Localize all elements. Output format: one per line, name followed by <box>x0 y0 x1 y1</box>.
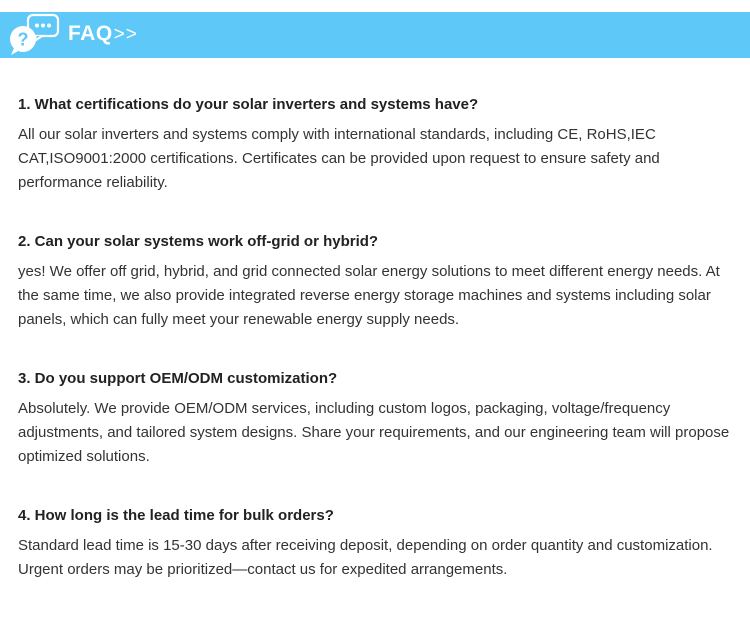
faq-item <box>18 504 733 582</box>
faq-answer: All our solar inverters and systems comply with international standards, including CE, RoHS,IEC CAT,ISO9001:2000 certifications. Certificates can be provided upon request to ensure safety and performance reliability. <box>18 126 660 191</box>
faq-item <box>18 367 733 469</box>
speech-bubbles-question-icon <box>6 10 62 58</box>
faq-answer: Standard lead time is 15-30 days after receiving deposit, depending on order quantity and customization. Urgent orders may be prioritized—contact us for expedited arrangements. <box>18 537 713 578</box>
header-title-text: FAQ <box>68 22 113 45</box>
header-title <box>68 22 138 46</box>
faq-answer: Absolutely. We provide OEM/ODM services, including custom logos, packaging, voltage/frequency adjustments, and tailored system designs. Share your requirements, and our engineering team will propose optimized solutions. <box>18 400 730 465</box>
faq-header <box>0 12 750 58</box>
faq-item <box>18 230 733 332</box>
faq-answer: yes! We offer off grid, hybrid, and grid connected solar energy solutions to meet different energy needs. At the same time, we also provide integrated reverse energy storage machines and systems including solar panels, which can fully meet your renewable energy supply needs. <box>18 263 720 328</box>
faq-question: 2. Can your solar systems work off-grid or hybrid? <box>18 233 379 250</box>
header-arrows: >> <box>113 24 138 45</box>
faq-question: 4. How long is the lead time for bulk orders? <box>18 507 334 524</box>
faq-question: 3. Do you support OEM/ODM customization? <box>18 370 338 387</box>
faq-question: 1. What certifications do your solar inverters and systems have? <box>18 96 479 113</box>
svg-text:?: ? <box>17 29 29 50</box>
faq-item <box>18 93 733 195</box>
faq-list <box>18 93 733 582</box>
